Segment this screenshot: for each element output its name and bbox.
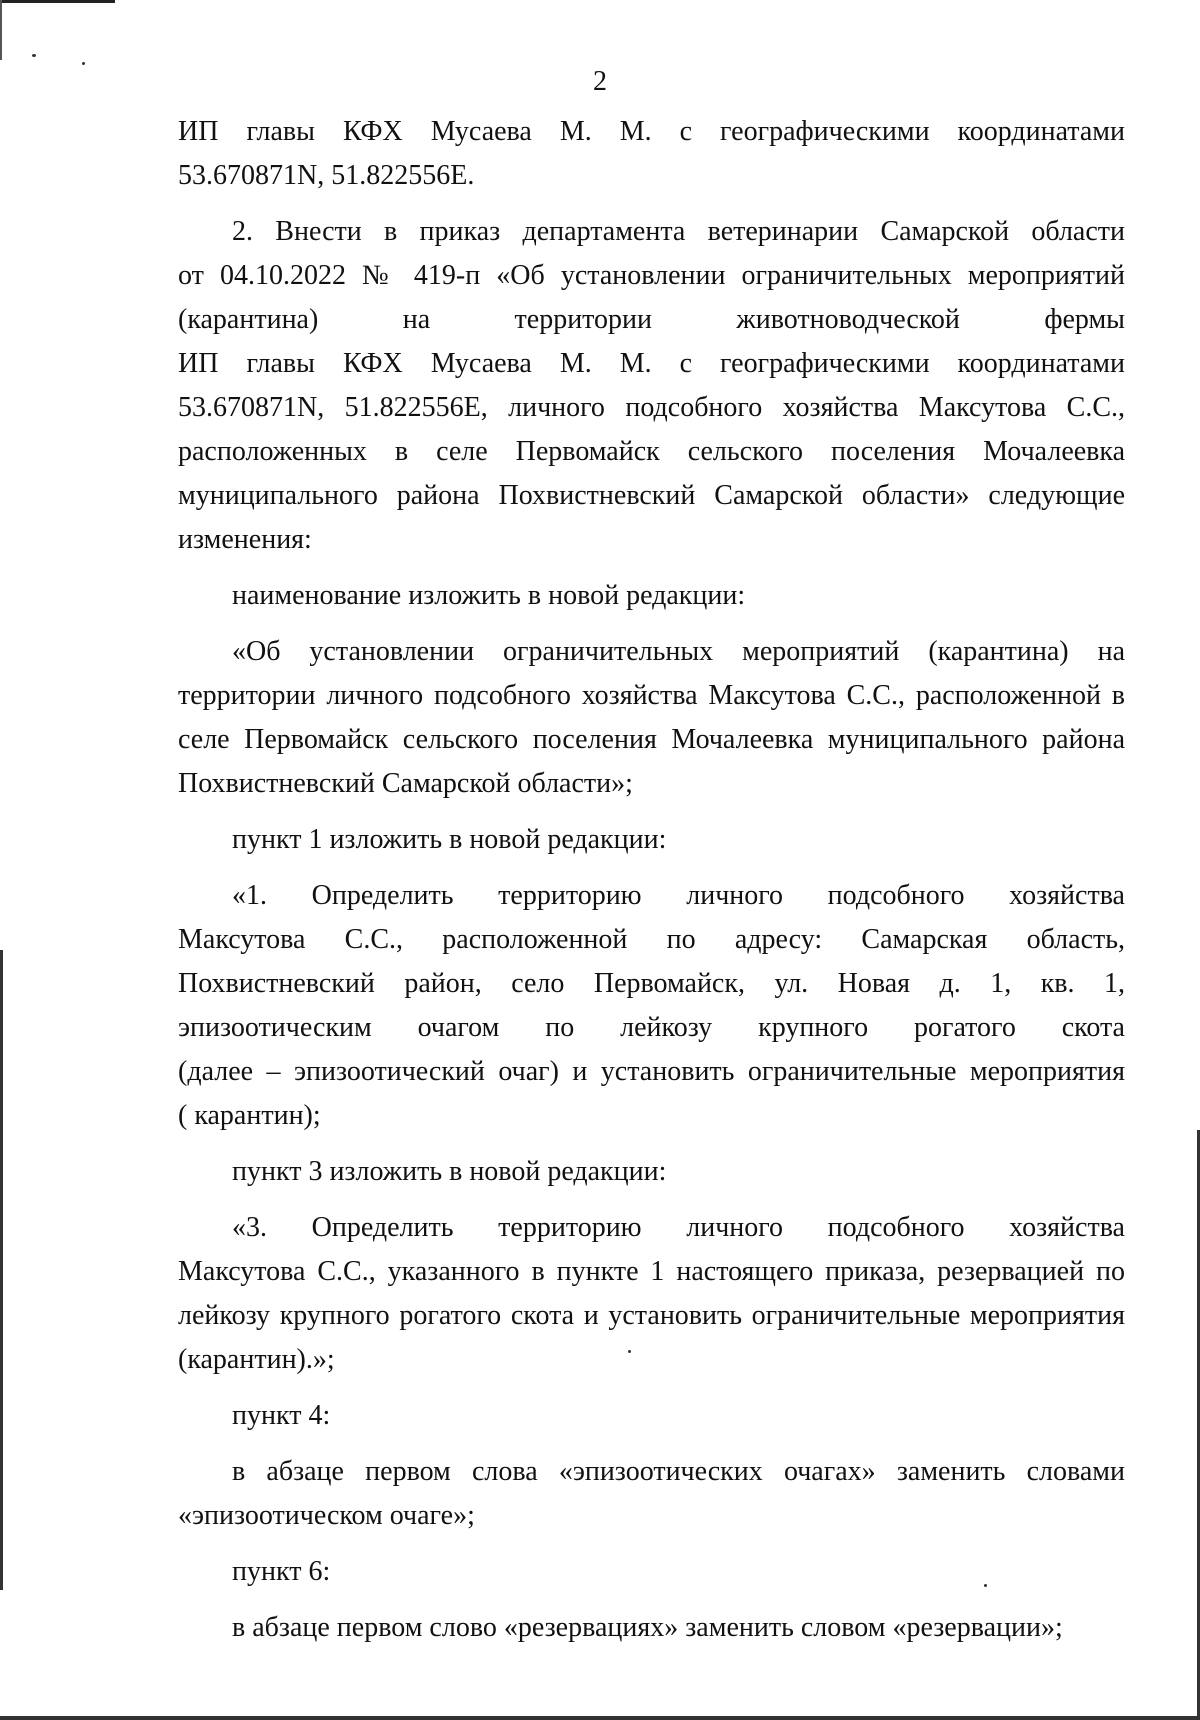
scan-speck [32,54,36,57]
text-line: ИП главы КФХ Мусаева М. М. с географическими координатами [178,348,1125,379]
paragraph [178,818,1125,862]
paragraph-item-2 [178,210,1125,562]
scan-edge-top [0,0,115,3]
text-line: от 04.10.2022 № 419-п «Об установлении ограничительных мероприятий [178,260,1125,291]
scan-edge-left [0,950,3,1590]
text-line: территории личного подсобного хозяйства Максутова С.С., расположенной в [178,680,1125,711]
paragraph-quoted-item-1 [178,874,1125,1138]
text-line: 53.670871N, 51.822556E, личного подсобного хозяйства Максутова С.С., [178,392,1125,423]
text-line: Похвистневский район, село Первомайск, ул. Новая д. 1, кв. 1, [178,968,1125,999]
text-line: в абзаце первом слова «эпизоотических очагах» заменить словами [232,1456,1125,1487]
paragraph [178,574,1125,618]
text-line: ( карантин); [178,1100,321,1131]
paragraph [178,110,1125,198]
paragraph [178,1150,1125,1194]
text-line: селе Первомайск сельского поселения Мочалеевка муниципального района [178,724,1125,755]
text-line: 53.670871N, 51.822556E. [178,160,475,191]
text-line: в абзаце первом слово «резервациях» заменить словом «резервации»; [232,1612,1063,1643]
text-line: изменения: [178,524,312,555]
page-number: 2 [593,66,607,97]
text-line: ИП главы КФХ Мусаева М. М. с географическими координатами [178,116,1125,147]
paragraph-quoted-title [178,630,1125,806]
text-line: (карантин).»; [178,1344,335,1375]
text-line: «3. Определить территорию личного подсобного хозяйства [232,1212,1125,1243]
text-line: «Об установлении ограничительных мероприятий (карантина) на [232,636,1125,667]
text-line: (карантина) на территории животноводческой фермы [178,304,1125,335]
scan-speck [82,62,85,65]
text-line: наименование изложить в новой редакции: [232,580,746,611]
paragraph [178,1550,1125,1594]
scan-edge-bottom [0,1716,1200,1720]
text-line: пункт 4: [232,1400,331,1431]
paragraph [178,1450,1125,1538]
text-line: «эпизоотическом очаге»; [178,1500,475,1531]
text-line: лейкозу крупного рогатого скота и установить ограничительные мероприятия [178,1300,1125,1331]
text-line: Похвистневский Самарской области»; [178,768,633,799]
text-line: пункт 3 изложить в новой редакции: [232,1156,667,1187]
text-line: пункт 1 изложить в новой редакции: [232,824,667,855]
paragraph [178,1394,1125,1438]
text-line: Максутова С.С., указанного в пункте 1 настоящего приказа, резервацией по [178,1256,1125,1287]
text-line: 2. Внести в приказ департамента ветеринарии Самарской области [232,216,1125,247]
text-line: «1. Определить территорию личного подсобного хозяйства [232,880,1125,911]
document-body [178,110,1125,1650]
text-line: муниципального района Похвистневский Самарской области» следующие [178,480,1125,511]
paragraph-quoted-item-3 [178,1206,1125,1382]
text-line: Максутова С.С., расположенной по адресу: Самарская область, [178,924,1125,955]
text-line: пункт 6: [232,1556,331,1587]
text-line: (далее – эпизоотический очаг) и установить ограничительные мероприятия [178,1056,1125,1087]
scan-edge-left-top [0,0,2,60]
text-line: расположенных в селе Первомайск сельского поселения Мочалеевка [178,436,1125,467]
paragraph [178,1606,1125,1650]
text-line: эпизоотическим очагом по лейкозу крупного рогатого скота [178,1012,1125,1043]
